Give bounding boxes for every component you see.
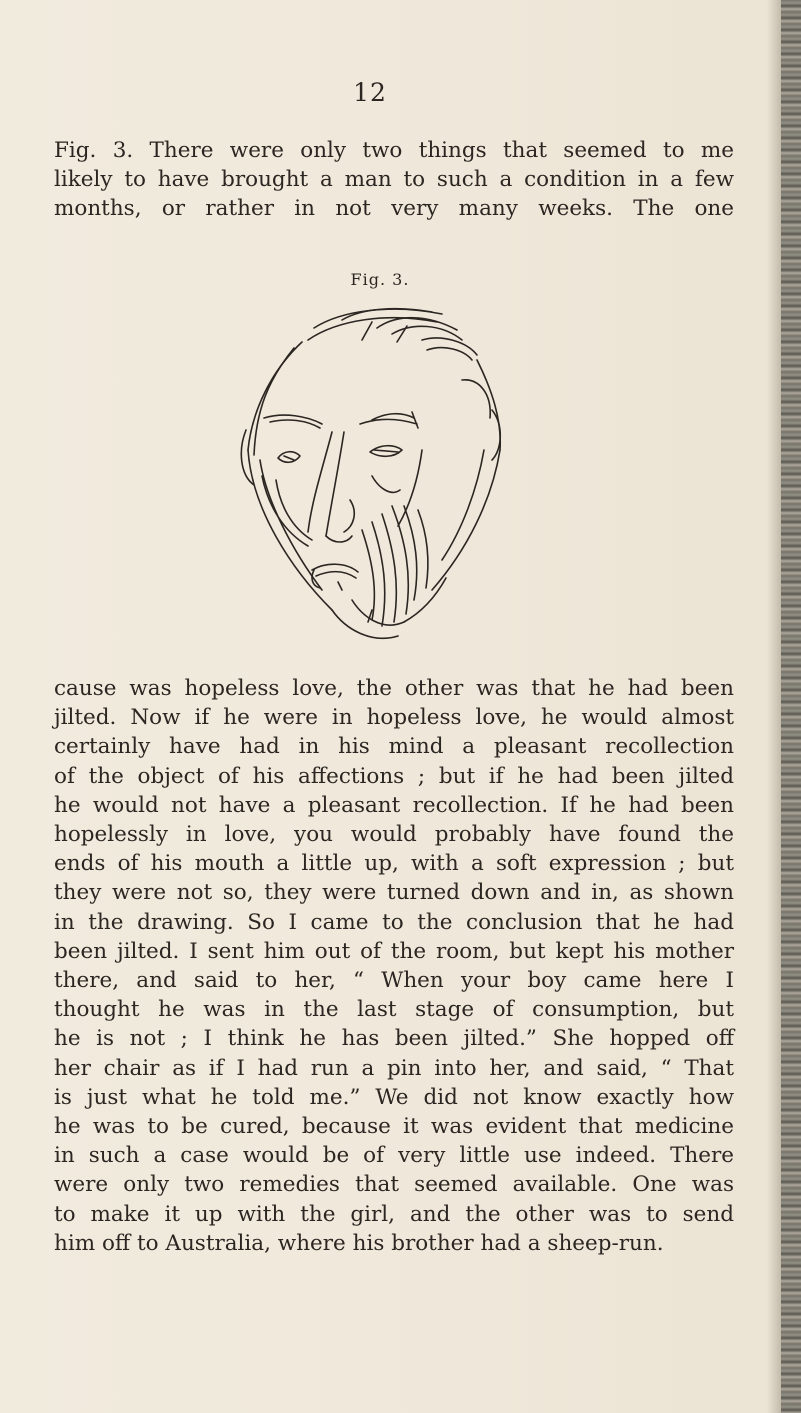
book-page-edges <box>781 0 801 1413</box>
face-sketch-illustration <box>222 300 532 650</box>
text-line: were only two remedies that seemed available. One was <box>54 1172 734 1198</box>
text-line: her chair as if I had run a pin into her, and said, “ That <box>54 1055 734 1081</box>
text-line: in the drawing. So I came to the conclusion that he had <box>54 909 734 935</box>
paragraph-body <box>54 674 734 1258</box>
page-edge-shadow <box>767 0 781 1413</box>
text-line: there, and said to her, “ When your boy came here I <box>54 968 734 994</box>
text-line: certainly have had in his mind a pleasant recollection <box>54 734 734 760</box>
text-line: been jilted. I sent him out of the room, but kept his mother <box>54 938 734 964</box>
paragraph-intro <box>54 136 734 224</box>
text-line: he was to be cured, because it was evident that medicine <box>54 1114 734 1140</box>
text-line: him off to Australia, where his brother had a sheep-run. <box>54 1230 664 1256</box>
text-line: Fig. 3. There were only two things that seemed to me <box>54 138 734 163</box>
text-line: jilted. Now if he were in hopeless love, he would almost <box>54 705 734 731</box>
text-line: ends of his mouth a little up, with a soft expression ; but <box>54 851 734 877</box>
text-line: they were not so, they were turned down and in, as shown <box>54 880 734 906</box>
text-line: of the object of his affections ; but if he had been jilted <box>54 763 734 789</box>
text-line: cause was hopeless love, the other was that he had been <box>54 676 734 701</box>
text-line: he is not ; I think he has been jilted.” She hopped off <box>54 1026 734 1052</box>
text-line: to make it up with the girl, and the other was to send <box>54 1201 734 1227</box>
text-line: likely to have brought a man to such a condition in a few <box>54 167 734 193</box>
face-drawing-figure <box>222 300 532 650</box>
page-number: 12 <box>353 78 387 107</box>
text-line: he would not have a pleasant recollection. If he had been <box>54 792 734 818</box>
text-line: thought he was in the last stage of consumption, but <box>54 997 734 1023</box>
text-line: is just what he told me.” We did not know exactly how <box>54 1084 734 1110</box>
text-line: months, or rather in not very many weeks. The one <box>54 196 734 222</box>
text-line: in such a case would be of very little use indeed. There <box>54 1143 734 1169</box>
figure-caption: Fig. 3. <box>350 270 410 289</box>
text-line: hopelessly in love, you would probably have found the <box>54 822 734 848</box>
